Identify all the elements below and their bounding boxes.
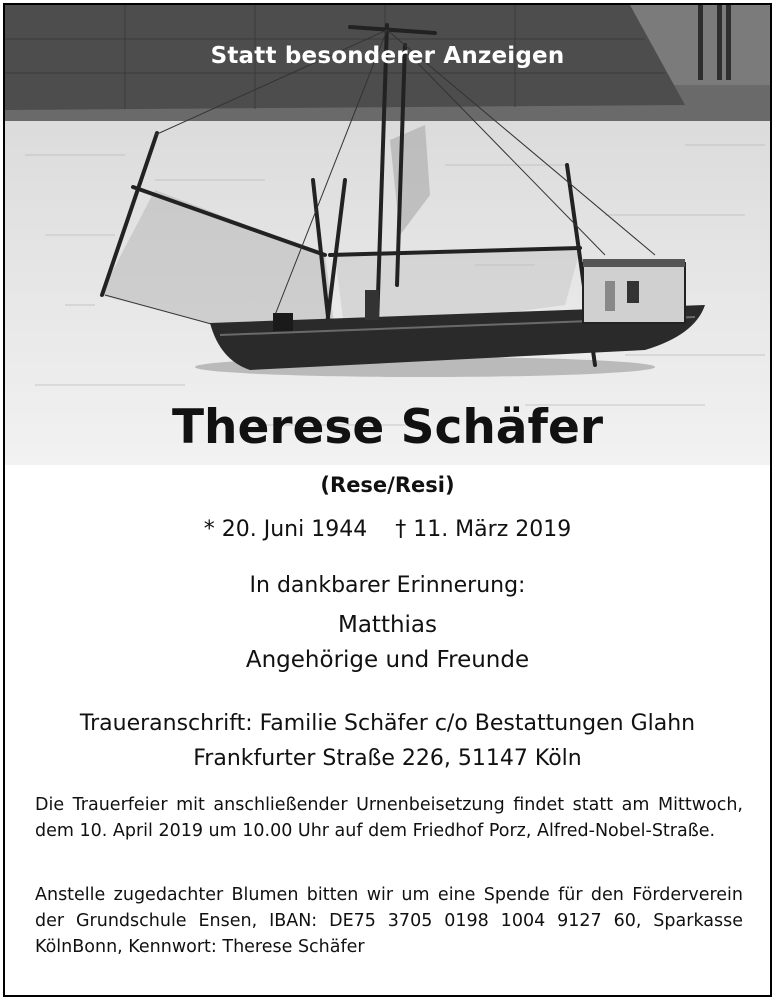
deceased-name: Therese Schäfer bbox=[171, 400, 604, 455]
donation-paragraph: Anstelle zugedachter Blumen bitten wir um eine Spende für den Förderverein der Grundschule Ensen, IBAN: DE75 3705 0198 1004 9127 60, Sparkasse KölnBonn, Kennwort: Therese Schäfer bbox=[35, 885, 743, 957]
deceased-nickname: (Rese/Resi) bbox=[320, 473, 455, 497]
fishing-boat-photo bbox=[5, 5, 770, 465]
wheelhouse-door bbox=[605, 281, 615, 311]
memory-intro: In dankbarer Erinnerung: bbox=[249, 573, 526, 598]
mourning-address bbox=[5, 706, 770, 776]
wheelhouse-window bbox=[627, 281, 639, 303]
ceremony-paragraph: Die Trauerfeier mit anschließender Urnenbeisetzung findet statt am Mittwoch, dem 10. April 2019 um 10.00 Uhr auf dem Friedhof Porz, Alfred-Nobel-Straße. bbox=[35, 795, 743, 841]
mourner-line: Angehörige und Freunde bbox=[245, 647, 530, 673]
header-notice: Statt besonderer Anzeigen bbox=[210, 43, 565, 69]
birth-symbol: * bbox=[203, 517, 215, 542]
life-dates bbox=[5, 517, 770, 542]
fishing-boat-illustration bbox=[5, 5, 770, 465]
death-date: 11. März 2019 bbox=[413, 517, 572, 542]
death-symbol: † bbox=[395, 517, 407, 542]
obituary-notice bbox=[3, 3, 772, 997]
mourner-line: Matthias bbox=[337, 612, 438, 638]
address-line-2: Frankfurter Straße 226, 51147 Köln bbox=[193, 746, 582, 771]
mourners-list bbox=[5, 608, 770, 678]
wheelhouse-roof bbox=[583, 259, 685, 267]
deck-winch bbox=[365, 290, 379, 320]
birth-date: 20. Juni 1944 bbox=[221, 517, 368, 542]
address-line-1: Traueranschrift: Familie Schäfer c/o Bestattungen Glahn bbox=[79, 711, 696, 736]
deck-equipment bbox=[273, 313, 293, 331]
